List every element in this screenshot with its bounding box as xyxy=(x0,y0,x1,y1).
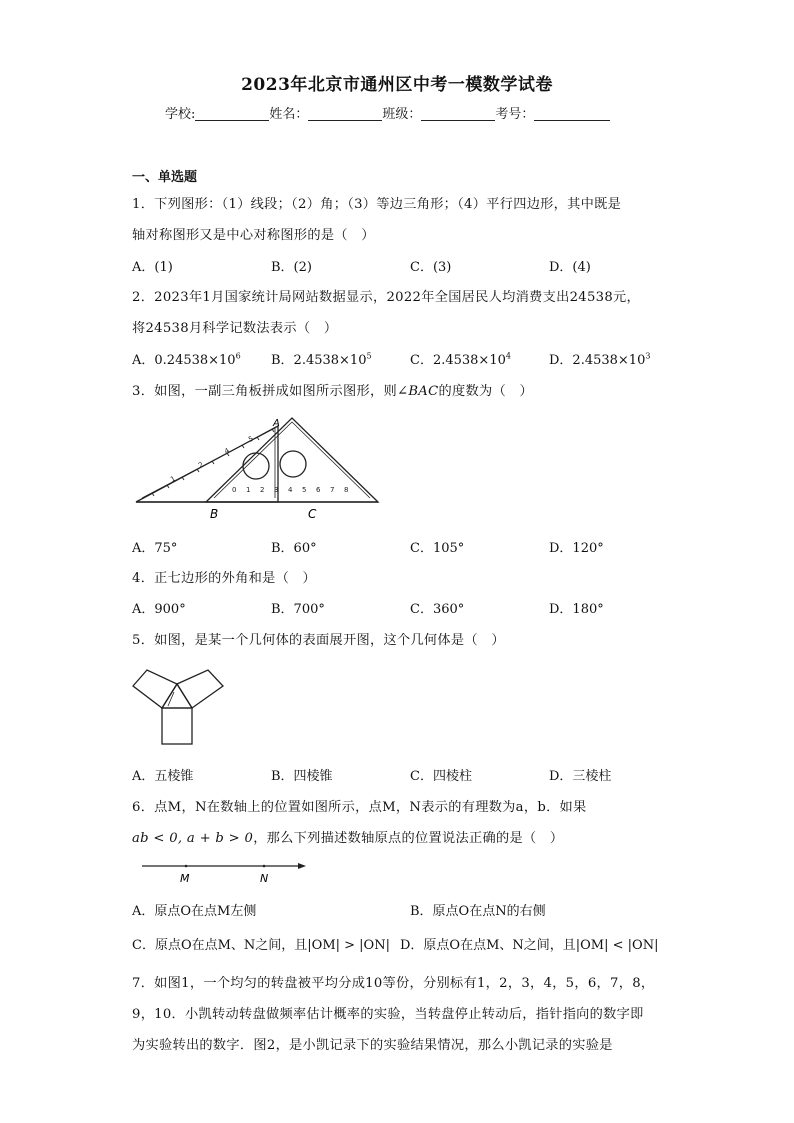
q6-option-b[interactable]: B．原点O在点N的右侧 xyxy=(410,904,546,919)
name-blank[interactable] xyxy=(308,106,382,121)
q4-option-d[interactable]: D．180° xyxy=(549,602,604,617)
school-blank[interactable] xyxy=(195,106,269,121)
q1-line2: 轴对称图形又是中心对称图形的是（ ） xyxy=(132,228,375,243)
q2-option-b-exp: 5 xyxy=(366,351,372,361)
point-b-label: B xyxy=(210,507,219,521)
q6-option-c[interactable]: C．原点O在点M、N之间，且|OM| > |ON| xyxy=(132,938,390,953)
svg-text:5: 5 xyxy=(302,486,307,494)
q1-option-a[interactable]: A．(1) xyxy=(132,260,173,275)
net-figure xyxy=(130,662,236,750)
point-m-label: M xyxy=(180,872,190,885)
svg-text:6: 6 xyxy=(316,486,321,494)
section-title: 一、单选题 xyxy=(132,170,198,185)
q5-line1: 5．如图，是某一个几何体的表面展开图，这个几何体是（ ） xyxy=(132,633,505,648)
svg-text:1: 1 xyxy=(246,486,251,494)
q6-line2-text: ，那么下列描述数轴原点的位置说法正确的是（ ） xyxy=(253,831,564,846)
q3-option-b[interactable]: B．60° xyxy=(271,541,317,556)
q6-condition: ab < 0, a + b > 0 xyxy=(132,831,254,846)
class-blank[interactable] xyxy=(421,106,495,121)
point-n-label: N xyxy=(260,872,269,885)
svg-text:8: 8 xyxy=(344,486,349,494)
q1-option-c[interactable]: C．(3) xyxy=(410,260,452,275)
q2-line2: 将24538月科学记数法表示（ ） xyxy=(132,321,338,336)
q2-option-c-text: C．2.4538×10 xyxy=(410,353,506,368)
svg-text:3: 3 xyxy=(274,486,279,494)
q7-line2: 9，10．小凯转动转盘做频率估计概率的实验，当转盘停止转动后，指针指向的数字即 xyxy=(132,1007,644,1022)
q2-option-a-text: A．0.24538×10 xyxy=(132,353,236,368)
svg-text:1: 1 xyxy=(169,474,177,484)
q2-option-b[interactable] xyxy=(271,349,372,368)
q6-option-d[interactable]: D．原点O在点M、N之间，且|OM| < |ON| xyxy=(400,938,659,953)
exam-no-label: 考号： xyxy=(495,107,535,122)
triangle-rulers-figure xyxy=(132,412,382,522)
q2-option-c[interactable] xyxy=(410,349,511,368)
student-info-row xyxy=(165,103,610,122)
q2-option-b-text: B．2.4538×10 xyxy=(271,353,367,368)
svg-text:7: 7 xyxy=(330,486,335,494)
q3-stem xyxy=(132,380,533,399)
q5-option-c[interactable]: C．四棱柱 xyxy=(410,769,472,784)
page-title: 2023年北京市通州区中考一模数学试卷 xyxy=(241,75,553,95)
point-a-label: A xyxy=(273,418,280,429)
q4-option-c[interactable]: C．360° xyxy=(410,602,465,617)
q6-line2 xyxy=(132,827,563,846)
q3-option-a[interactable]: A．75° xyxy=(132,541,178,556)
q5-option-a[interactable]: A．五棱锥 xyxy=(132,769,194,784)
q6-option-a[interactable]: A．原点O在点M左侧 xyxy=(132,904,257,919)
q2-option-d-text: D．2.4538×10 xyxy=(549,353,646,368)
svg-text:5: 5 xyxy=(247,434,255,444)
q3-prefix: 3．如图，一副三角板拼成如图所示图形，则∠ xyxy=(132,384,409,399)
point-c-label: C xyxy=(308,507,317,521)
q4-option-b[interactable]: B．700° xyxy=(271,602,325,617)
q3-angle: BAC xyxy=(408,384,439,399)
name-label: 姓名： xyxy=(269,107,309,122)
q4-line1: 4．正七边形的外角和是（ ） xyxy=(132,571,317,586)
exam-no-blank[interactable] xyxy=(534,106,610,121)
q3-suffix: 的度数为（ ） xyxy=(438,384,533,399)
q7-line1: 7．如图1，一个均匀的转盘被平均分成10等份，分别标有1，2，3，4，5，6，7，8， xyxy=(132,976,655,991)
svg-text:2: 2 xyxy=(197,460,205,470)
number-line-figure xyxy=(140,857,310,885)
q1-option-d[interactable]: D．(4) xyxy=(549,260,591,275)
q1-option-b[interactable]: B．(2) xyxy=(271,260,312,275)
q3-option-c[interactable]: C．105° xyxy=(410,541,465,556)
q1-line1: 1．下列图形：（1）线段；（2）角；（3）等边三角形；（4）平行四边形，其中既是 xyxy=(132,197,622,212)
svg-text:4: 4 xyxy=(288,486,293,494)
class-label: 班级： xyxy=(382,107,422,122)
q7-line3: 为实验转出的数字．图2，是小凯记录下的实验结果情况，那么小凯记录的实验是 xyxy=(132,1038,613,1053)
q4-option-a[interactable]: A．900° xyxy=(132,602,186,617)
svg-text:2: 2 xyxy=(260,486,265,494)
school-label: 学校: xyxy=(165,107,196,122)
q3-option-d[interactable]: D．120° xyxy=(549,541,604,556)
q2-line1: 2．2023年1月国家统计局网站数据显示，2022年全国居民人均消费支出24538元， xyxy=(132,290,641,305)
ruler-hole-right xyxy=(280,451,306,477)
q2-option-d-exp: 3 xyxy=(645,351,651,361)
q2-option-d[interactable] xyxy=(549,349,650,368)
q2-option-a-exp: 6 xyxy=(235,351,241,361)
q2-option-a[interactable] xyxy=(132,349,241,368)
q5-option-d[interactable]: D．三棱柱 xyxy=(549,769,612,784)
q6-line1: 6．点M，N在数轴上的位置如图所示，点M，N表示的有理数为a，b．如果 xyxy=(132,800,587,815)
q5-option-b[interactable]: B．四棱锥 xyxy=(271,769,333,784)
q2-option-c-exp: 4 xyxy=(505,351,511,361)
svg-text:0: 0 xyxy=(232,486,237,494)
svg-text:4: 4 xyxy=(223,446,231,456)
